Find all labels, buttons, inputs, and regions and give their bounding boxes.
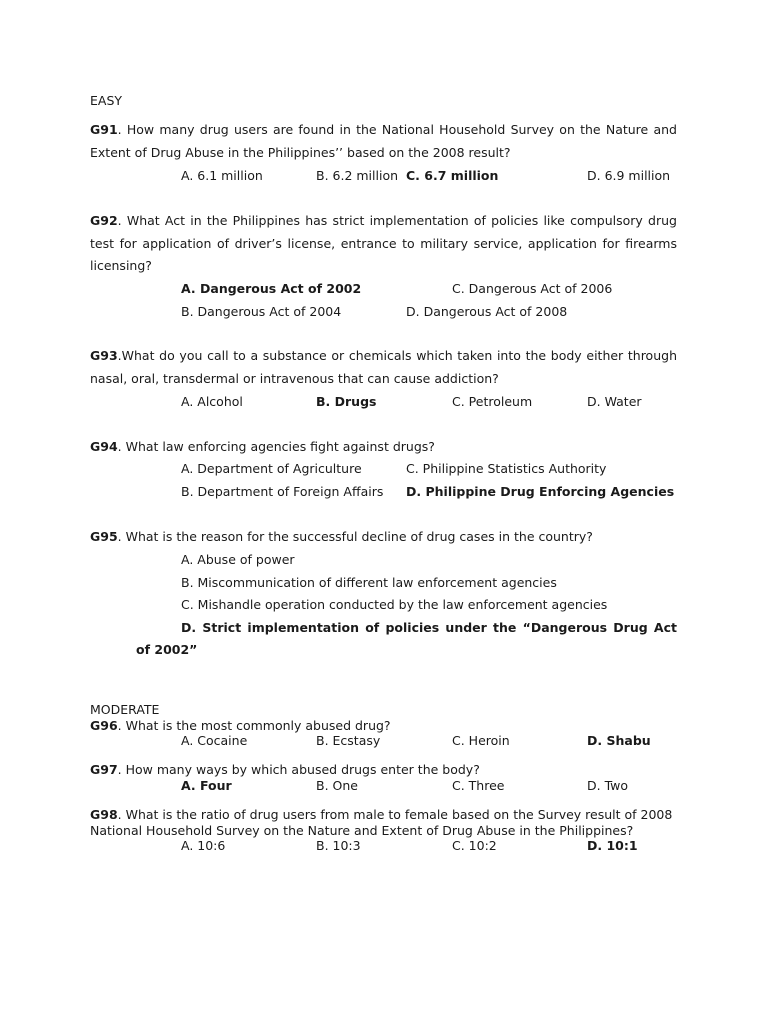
question-g91-line2: Extent of Drug Abuse in the Philippines’’ based on the 2008 result? <box>90 145 511 160</box>
choice-a: A. Abuse of power <box>181 552 295 567</box>
question-number: G94 <box>90 439 118 454</box>
question-g97-line1 <box>90 762 480 777</box>
question-g96-line1 <box>90 718 391 733</box>
section-heading-easy: EASY <box>90 93 123 108</box>
choice-b: B. Dangerous Act of 2004 <box>181 304 342 319</box>
question-number: G97 <box>90 762 118 777</box>
question-g92-line1 <box>90 213 677 228</box>
choice-d: D. 6.9 million <box>587 168 671 183</box>
choice-c-answer: C. 6.7 million <box>406 168 499 183</box>
question-number: G92 <box>90 213 118 228</box>
choice-b: B. Ecstasy <box>316 733 381 748</box>
choice-c: C. Petroleum <box>452 394 533 409</box>
choice-d-answer: D. 10:1 <box>587 838 638 853</box>
choice-b: B. Department of Foreign Affairs <box>181 484 384 499</box>
choice-d: D. Dangerous Act of 2008 <box>406 304 568 319</box>
question-text: . What Act in the Philippines has strict implementation of policies like compulsory drug <box>117 213 677 228</box>
choice-b: B. One <box>316 778 358 793</box>
choice-c: C. Dangerous Act of 2006 <box>452 281 613 296</box>
question-number: G95 <box>90 529 118 544</box>
choice-d-answer-line2: of 2002” <box>136 642 198 657</box>
question-text: . How many drug users are found in the National Household Survey on the Nature and <box>117 122 677 137</box>
question-text: . How many ways by which abused drugs enter the body? <box>117 762 480 777</box>
choice-a: A. 10:6 <box>181 838 226 853</box>
choice-b: B. Miscommunication of different law enforcement agencies <box>181 575 557 590</box>
choice-a: A. 6.1 million <box>181 168 263 183</box>
section-heading-moderate: MODERATE <box>90 702 160 717</box>
question-text: . What is the ratio of drug users from male to female based on the Survey result of 2008 <box>117 807 673 822</box>
choice-a: A. Alcohol <box>181 394 243 409</box>
question-text: . What is the most commonly abused drug? <box>117 718 391 733</box>
question-g92-line2: test for application of driver’s license, entrance to military service, application for firearms <box>90 236 677 251</box>
question-g93-line1 <box>90 348 677 363</box>
choice-c: C. 10:2 <box>452 838 497 853</box>
choice-a: A. Cocaine <box>181 733 248 748</box>
question-text: . What law enforcing agencies fight against drugs? <box>117 439 435 454</box>
choice-d: D. Two <box>587 778 629 793</box>
question-g98-line1 <box>90 807 672 822</box>
question-number: G96 <box>90 718 118 733</box>
question-number: G91 <box>90 122 118 137</box>
choice-b: B. 6.2 million <box>316 168 399 183</box>
question-text: .What do you call to a substance or chemicals which taken into the body either through <box>117 348 677 363</box>
choice-a: A. Department of Agriculture <box>181 461 362 476</box>
choice-d-answer: D. Philippine Drug Enforcing Agencies <box>406 484 675 499</box>
question-g95-line1 <box>90 529 593 544</box>
choice-c: C. Mishandle operation conducted by the law enforcement agencies <box>181 597 608 612</box>
choice-d-answer-line1: D. Strict implementation of policies under the “Dangerous Drug Act <box>181 620 677 635</box>
choice-c: C. Heroin <box>452 733 510 748</box>
choice-d-answer: D. Shabu <box>587 733 651 748</box>
choice-b: B. 10:3 <box>316 838 361 853</box>
choice-a-answer: A. Dangerous Act of 2002 <box>181 281 362 296</box>
choice-c: C. Three <box>452 778 505 793</box>
question-g98-line2: National Household Survey on the Nature and Extent of Drug Abuse in the Philippines? <box>90 823 634 838</box>
question-number: G93 <box>90 348 118 363</box>
choice-d: D. Water <box>587 394 642 409</box>
question-g91-line1 <box>90 122 677 137</box>
question-g94-line1 <box>90 439 435 454</box>
question-g92-line3: licensing? <box>90 258 152 273</box>
choice-a-answer: A. Four <box>181 778 232 793</box>
choice-c: C. Philippine Statistics Authority <box>406 461 607 476</box>
choice-b-answer: B. Drugs <box>316 394 377 409</box>
question-g93-line2: nasal, oral, transdermal or intravenous that can cause addiction? <box>90 371 499 386</box>
question-number: G98 <box>90 807 118 822</box>
question-text: . What is the reason for the successful decline of drug cases in the country? <box>117 529 593 544</box>
